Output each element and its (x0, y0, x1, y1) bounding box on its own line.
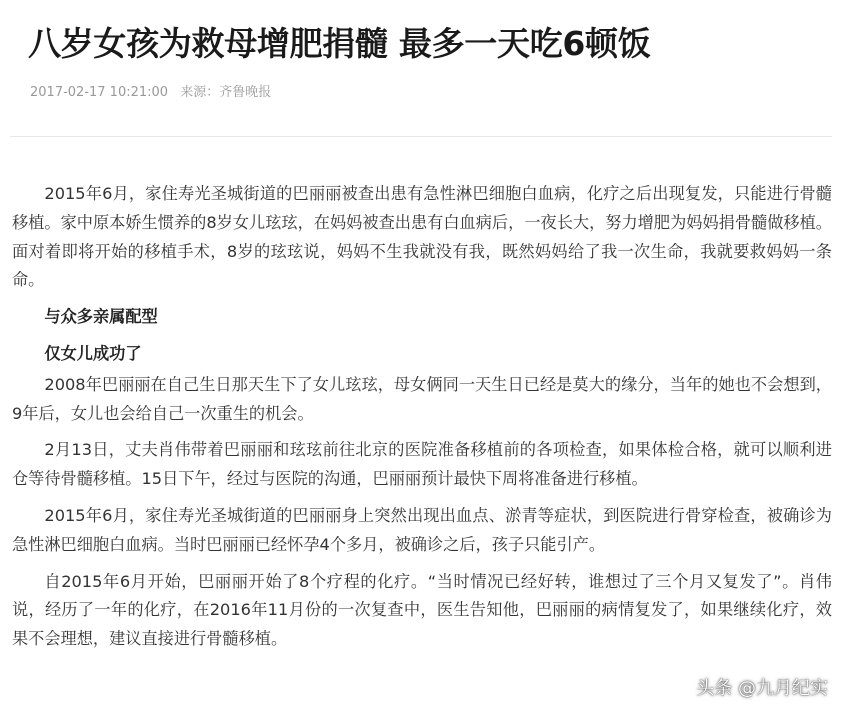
paragraph: 2015年6月，家住寿光圣城街道的巴丽丽身上突然出现出血点、淤青等症状，到医院进行骨穿检查，被确诊为急性淋巴细胞白血病。当时巴丽丽已经怀孕4个多月，被确诊之后，孩子只能引产。 (12, 505, 832, 554)
article-title: 八岁女孩为救母增肥捐髓 最多一天吃6顿饭 (28, 24, 651, 63)
publish-datetime: 2017-02-17 10:21:00 (30, 85, 169, 100)
header-divider (10, 136, 832, 137)
article-body (12, 180, 832, 662)
paragraph: 自2015年6月开始，巴丽丽开始了8个疗程的化疗。“当时情况已经好转，谁想过了三个月又复发了”。肖伟说，经历了一年的化疗，在2016年11月份的一次复查中，医生告知他，巴丽丽的病情复发了，如果继续化疗，效果不会理想，建议直接进行骨髓移植。 (12, 571, 832, 649)
paragraph: 2月13日，丈夫肖伟带着巴丽丽和玹玹前往北京的医院准备移植前的各项检查，如果体检合格，就可以顺利进仓等待骨髓移植。15日下午，经过与医院的沟通，巴丽丽预计最快下周将准备进行移植。 (12, 440, 832, 489)
paragraph: 2008年巴丽丽在自己生日那天生下了女儿玹玹，母女俩同一天生日已经是莫大的缘分，当年的她也不会想到，9年后，女儿也会给自己一次重生的机会。 (12, 374, 832, 423)
paragraph: 2015年6月，家住寿光圣城街道的巴丽丽被查出患有急性淋巴细胞白血病，化疗之后出现复发，只能进行骨髓移植。家中原本娇生惯养的8岁女儿玹玹，在妈妈被查出患有白血病后，一夜长大，努力增肥为妈妈捐骨髓做移植。面对着即将开始的移植手术，8岁的玹玹说，妈妈不生我就没有我，既然妈妈给了我一次生命，我就要救妈妈一条命。 (12, 184, 832, 290)
section-heading: 仅女儿成功了 (44, 343, 142, 363)
article-meta (30, 83, 279, 103)
section-heading: 与众多亲属配型 (44, 307, 158, 327)
article-source: 来源：齐鲁晚报 (180, 85, 272, 100)
watermark: 头条 @九月纪实 (696, 678, 828, 699)
